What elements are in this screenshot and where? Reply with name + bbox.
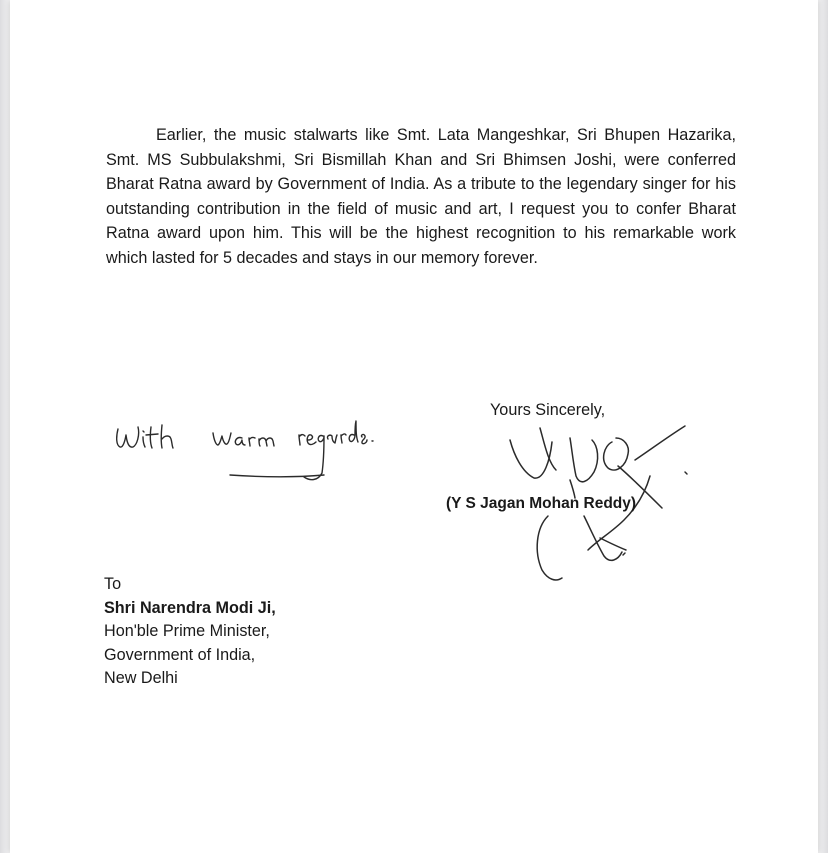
recipient-office: Government of India,	[104, 645, 256, 664]
closing-salutation: Yours Sincerely,	[490, 401, 606, 419]
to-label: To	[104, 575, 122, 593]
recipient-city: New Delhi	[104, 669, 178, 687]
letter-body-paragraph: Earlier, the music stalwarts like Smt. Lata Mangeshkar, Sri Bhupen Hazarika, Smt. MS Subbulakshmi, Sri Bismillah Khan and Sri Bhimsen Joshi, were conferred Bharat Ratna award by Government of India. As a tribute to the legendary singer for his outstanding contribution in the field of music and art, I request you to confer Bharat Ratna award upon him. This will be the highest recognition to his remarkable work which lasted for 5 decades and stays in our memory forever.	[106, 126, 736, 267]
right-page-edge	[818, 0, 828, 853]
recipient-name: Shri Narendra Modi Ji,	[104, 598, 276, 617]
recipient-title: Hon'ble Prime Minister,	[104, 622, 270, 640]
recipient-address	[104, 573, 276, 691]
handwritten-note	[110, 415, 390, 495]
left-page-edge	[0, 0, 10, 853]
signer-name: (Y S Jagan Mohan Reddy)	[446, 495, 637, 512]
